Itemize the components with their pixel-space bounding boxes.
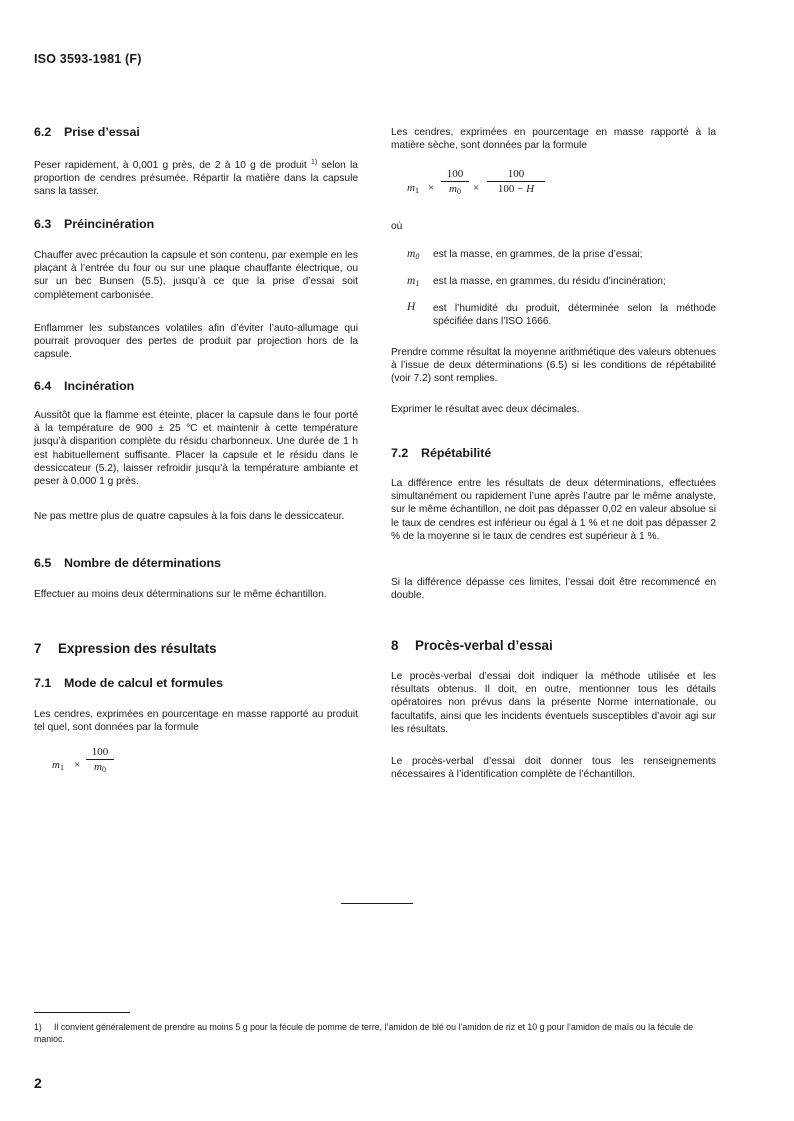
para-8-b: Le procès-verbal d’essai doit donner tous les renseignements nécessaires à l’identification complète de l’échantillon. — [391, 756, 716, 781]
para-6-3-a: Chauffer avec précaution la capsule et son contenu, par exemple en les plaçant à l’entrée du four ou sur une plaque chauffante électrique, ou sur un bec Bunsen (5.5), jusqu’à ce que la prise d’essai soit complètement carbonisée. — [34, 250, 358, 301]
page-number: 2 — [34, 1075, 42, 1091]
heading-7-1: 7.1 Mode de calcul et formules — [34, 676, 224, 690]
para-6-3-b: Enflammer les substances volatiles afin d’éviter l’auto-allumage qui pourrait provoquer des pertes de produit par projection hors de la capsule. — [34, 323, 358, 361]
para-6-4-a: Aussitôt que la flamme est éteinte, placer la capsule dans le four porté à la température de 900 ± 25 °C et maintenir à cette température jusqu’à disparition complète du résidu charbonneux. Une durée de 1 h est habituellement suffisante. Placer la capsule et le résidu dans le dessiccateur (5.2), laisser refroidir jusqu’à la température ambiante et peser à 0,000 1 g près. — [34, 410, 358, 488]
heading-6-4: 6.4 Incinération — [34, 379, 135, 393]
para-6-5: Effectuer au moins deux déterminations sur le même échantillon. — [34, 589, 327, 600]
formula-ash-dry: $m_1$ × $\frac{100}{m_0}$ × $\frac{100}{100 - H}$ — [407, 168, 567, 208]
para-dry-basis: Les cendres, exprimées en pourcentage en masse rapporté à la matière sèche, sont données par la formule — [391, 127, 716, 152]
para-6-4-b: Ne pas mettre plus de quatre capsules à la fois dans le dessiccateur. — [34, 511, 345, 522]
para-mean: Prendre comme résultat la moyenne arithmétique des valeurs obtenues à l’issue de deux déterminations (6.5) si les conditions de répétabilité (voir 7.2) sont remplies. — [391, 347, 716, 385]
formula-ash-as-is: $m_1$ × $\frac{100}{m_0}$ — [52, 746, 172, 786]
heading-7-2: 7.2 Répétabilité — [391, 446, 492, 460]
heading-7: 7 Expression des résultats — [34, 641, 217, 656]
para-6-2: Peser rapidement, à 0,001 g près, de 2 à 10 g de produit $^{1)}$ selon la proportion de cendres présumée. Répartir la matière dans la capsule sans la tasser. — [34, 159, 358, 198]
para-7-1: Les cendres, exprimées en pourcentage en masse rapporté au produit tel quel, sont données par la formule — [34, 709, 358, 734]
para-decimals: Exprimer le résultat avec deux décimales. — [391, 404, 580, 415]
heading-6-5: 6.5 Nombre de déterminations — [34, 556, 221, 570]
heading-6-3: 6.3 Préincinération — [34, 217, 155, 231]
end-rule — [341, 903, 413, 904]
page-header: ISO 3593-1981 (F) — [34, 52, 142, 66]
footnote: 1) Il convient généralement de prendre au moins 5 g pour la fécule de pomme de terre, l’amidon de blé ou l’amidon de riz et 10 g pour l’amidon de maïs ou la fécule de manioc. — [34, 1022, 694, 1045]
heading-8: 8 Procès-verbal d’essai — [391, 638, 553, 653]
para-7-2-a: La différence entre les résultats de deux déterminations, effectuées simultanément ou rapidement l’une après l’autre par le même analyste, sur le même échantillon, ne doit pas dépasser 0,02 en valeur absolue si le taux de cendres est inférieur ou égal à 1 % et ne doit pas dépasser 2 % de la moyenne si le taux de cendres est supérieur à 1 %. — [391, 478, 716, 542]
para-7-2-b: Si la différence dépasse ces limites, l’essai doit être recommencé en double. — [391, 577, 716, 602]
para-8-a: Le procès-verbal d’essai doit indiquer la méthode utilisée et les résultats obtenus. Il doit, en outre, mentionner tous les détails opératoires non prévus dans la présente Norme internationale, ou facultatifs, ainsi que les incidents éventuels susceptibles d’avoir agi sur les résultats. — [391, 671, 716, 735]
footnote-ref: 1) — [311, 159, 318, 166]
where-label: où — [391, 221, 403, 232]
footnote-rule — [34, 1012, 130, 1013]
heading-6-2: 6.2 Prise d’essai — [34, 125, 140, 139]
